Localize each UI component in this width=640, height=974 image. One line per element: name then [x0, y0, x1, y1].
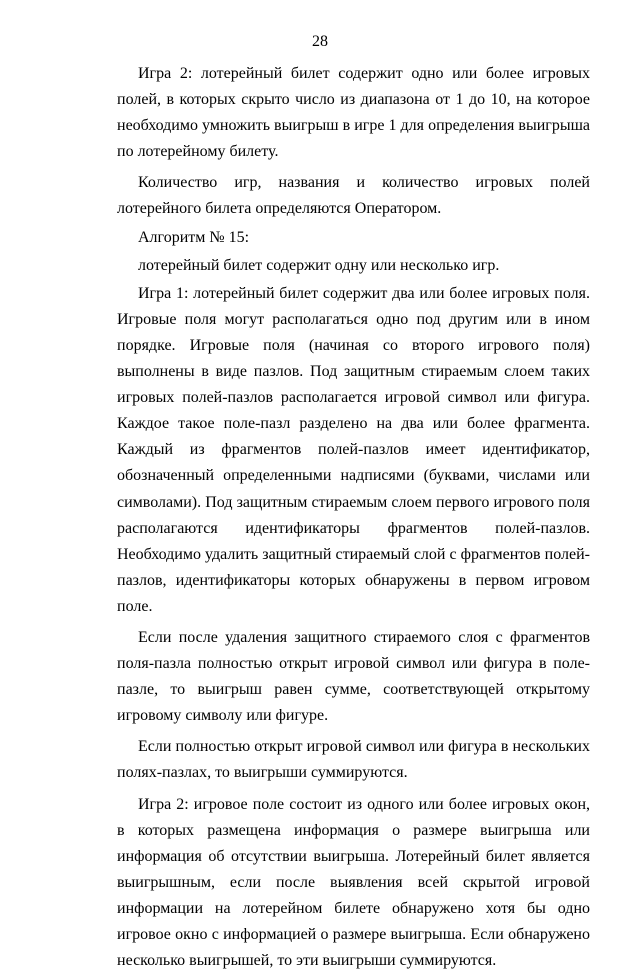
paragraph-game-2-windows: Игра 2: игровое поле состоит из одного или более игровых окон, в которых размещена информация о размере выигрыша или информация об отсутствии выигрыша. Лотерейный билет является выигрышным, если после выявления всей скрытой игровой информации на лотерейном билете обнаружено хотя бы одно игровое окно с информацией о размере выигрыша. Если обнаружено несколько выигрышей, то эти выигрыши суммируются. [117, 795, 590, 970]
paragraph-ticket-contains-games: лотерейный билет содержит одну или несколько игр. [138, 256, 500, 274]
page-number: 28 [312, 33, 328, 50]
paragraph-multiple-puzzles: Если полностью открыт игровой символ или фигура в нескольких полях-пазлах, то выигрыши суммируются. [117, 738, 590, 782]
document-body [117, 61, 590, 974]
paragraph-win-equals-sum: Если после удаления защитного стираемого слоя с фрагментов поля-пазла полностью открыт игровой символ или фигура в поле-пазле, то выигрыш равен сумме, соответствующей открытому игровому символу или фигуре. [117, 628, 590, 725]
paragraph-algorithm-heading: Алгоритм № 15: [138, 228, 250, 246]
paragraph-operator-defines: Количество игр, названия и количество игровых полей лотерейного билета определяются Оператором. [117, 174, 590, 218]
paragraph-game-1-puzzles: Игра 1: лотерейный билет содержит два или более игровых поля. Игровые поля могут располагаться одно под другим или в ином порядке. Игровые поля (начиная со второго игрового поля) выполнены в виде пазлов. Под защитным стираемым слоем таких игровых полей-пазлов располагается игровой символ или фигура. Каждое такое поле-пазл разделено на два или более фрагмента. Каждый из фрагментов полей-пазлов имеет идентификатор, обозначенный определенными надписями (буквами, числами или символами). Под защитным стираемым слоем первого игрового поля располагаются идентификаторы фрагментов полей-пазлов. Необходимо удалить защитный стираемый слой с фрагментов полей-пазлов, идентификаторы которых обнаружены в первом игровом поле. [117, 284, 590, 615]
paragraph-game-2-multiplier: Игра 2: лотерейный билет содержит одно или более игровых полей, в которых скрыто число из диапазона от 1 до 10, на которое необходимо умножить выигрыш в игре 1 для определения выигрыша по лотерейному билету. [117, 65, 590, 161]
